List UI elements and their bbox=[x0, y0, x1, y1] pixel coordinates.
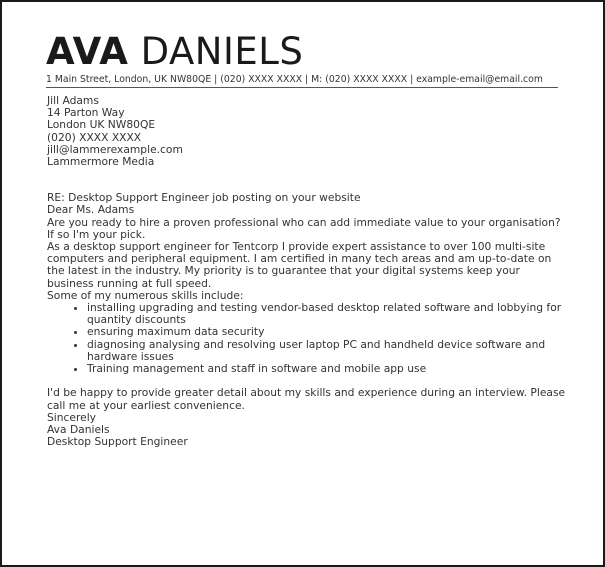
letter-subject: RE: Desktop Support Engineer job posting on your website bbox=[47, 191, 361, 205]
recipient-email: jill@lammerexample.com bbox=[47, 142, 183, 156]
skill-item: • ensuring maximum data security bbox=[87, 326, 567, 338]
recipient-phone: (020) XXXX XXXX bbox=[47, 130, 142, 144]
signature-name: Ava Daniels bbox=[47, 423, 110, 437]
letter-closing: Sincerely bbox=[47, 410, 97, 424]
recipient-street: 14 Parton Way bbox=[47, 106, 125, 120]
skills-list bbox=[47, 302, 567, 375]
letter-paragraph-2: As a desktop support engineer for Tentcorp I provide expert assistance to over 100 multi-site computers and peripheral equipment. I am certified in many tech areas and am up-to-date on the latest in the industry. My priority is to guarantee that your digital systems keep your business running at full speed. bbox=[47, 240, 552, 290]
applicant-last-name: DANIELS bbox=[140, 30, 304, 73]
skill-item: • installing upgrading and testing vendor-based desktop related software and lobbying for quantity discounts bbox=[87, 302, 567, 326]
letter-paragraph-1: Are you ready to hire a proven professional who can add immediate value to your organisation? If so I'm your pick. bbox=[47, 215, 561, 241]
skill-item: • Training management and staff in software and mobile app use bbox=[87, 363, 567, 375]
recipient-company: Lammermore Media bbox=[47, 155, 155, 169]
applicant-contact-line: 1 Main Street, London, UK NW80QE | (020) XXXX XXXX | M: (020) XXXX XXXX | example-email@email.com bbox=[46, 74, 543, 85]
letter-paragraph-3: I'd be happy to provide greater detail about my skills and experience during an interview. Please call me at your earliest convenience. bbox=[47, 386, 566, 412]
recipient-address-block bbox=[47, 95, 567, 168]
letter-salutation: Dear Ms. Adams bbox=[47, 203, 135, 217]
letter-body bbox=[47, 95, 567, 448]
applicant-name bbox=[46, 32, 303, 72]
skills-intro: Some of my numerous skills include: bbox=[47, 288, 244, 302]
applicant-first-name: AVA bbox=[46, 30, 129, 73]
recipient-name: Jill Adams bbox=[47, 94, 99, 107]
header-divider bbox=[46, 87, 558, 88]
skill-item: • diagnosing analysing and resolving user laptop PC and handheld device software and hardware issues bbox=[87, 339, 567, 363]
recipient-city: London UK NW80QE bbox=[47, 118, 156, 132]
signature-title: Desktop Support Engineer bbox=[47, 435, 188, 449]
